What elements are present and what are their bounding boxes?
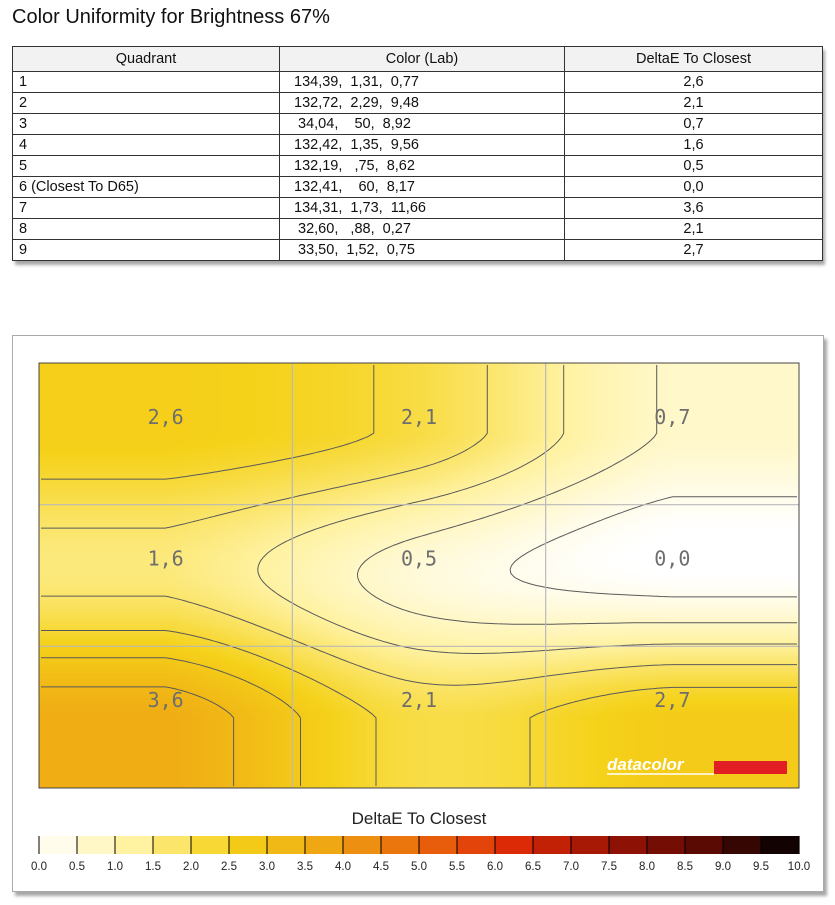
cell-value-label: 2,6: [147, 404, 184, 429]
table-row: [13, 93, 823, 114]
legend-swatch: [153, 836, 192, 854]
lab-cell: 134,31, 1,73, 11,66: [280, 198, 565, 219]
legend-swatch: [115, 836, 154, 854]
table-row: [13, 219, 823, 240]
legend-swatch: [571, 836, 610, 854]
table-row: [13, 198, 823, 219]
heatmap-area: [39, 363, 799, 788]
page-title: Color Uniformity for Brightness 67%: [12, 6, 330, 28]
legend-tick-label: 2.0: [183, 861, 199, 873]
legend-swatch: [77, 836, 116, 854]
deltae-cell: 2,7: [565, 240, 823, 261]
chart-frame: [12, 335, 824, 892]
deltae-heatmap: [13, 336, 823, 891]
cell-value-label: 0,0: [654, 546, 691, 571]
header-quadrant: Quadrant: [13, 47, 280, 72]
table-row: [13, 72, 823, 93]
lab-cell: 132,72, 2,29, 9,48: [280, 93, 565, 114]
deltae-cell: 0,0: [565, 177, 823, 198]
legend-tick-label: 8.0: [639, 861, 655, 873]
cell-value-label: 0,5: [400, 546, 438, 571]
quadrant-cell: 4: [13, 135, 280, 156]
legend-title: DeltaE To Closest: [351, 809, 487, 828]
lab-cell: 32,60, ,88, 0,27: [280, 219, 565, 240]
lab-cell: 132,41, 60, 8,17: [280, 177, 565, 198]
quadrant-cell: 1: [13, 72, 280, 93]
lab-cell: 132,42, 1,35, 9,56: [280, 135, 565, 156]
legend-tick-label: 6.0: [487, 861, 503, 873]
legend-tick-label: 1.0: [107, 861, 123, 873]
deltae-cell: 2,6: [565, 72, 823, 93]
table-row: [13, 114, 823, 135]
lab-cell: 132,19, ,75, 8,62: [280, 156, 565, 177]
table-row: [13, 240, 823, 261]
brand-text: datacolor: [607, 755, 684, 774]
quadrant-cell: 7: [13, 198, 280, 219]
table-header-row: [13, 47, 823, 72]
legend-swatch: [609, 836, 648, 854]
header-color-lab: Color (Lab): [280, 47, 565, 72]
table-row: [13, 156, 823, 177]
deltae-cell: 2,1: [565, 219, 823, 240]
legend-swatch: [647, 836, 686, 854]
color-scale-legend: [31, 836, 810, 873]
quadrant-cell: 2: [13, 93, 280, 114]
legend-tick-label: 2.5: [221, 861, 237, 873]
deltae-cell: 0,7: [565, 114, 823, 135]
legend-tick-label: 0.0: [31, 861, 47, 873]
legend-swatch: [343, 836, 382, 854]
legend-swatch: [495, 836, 534, 854]
cell-value-label: 0,7: [654, 404, 691, 429]
legend-swatch: [191, 836, 230, 854]
cell-value-label: 2,1: [400, 688, 438, 713]
legend-tick-label: 3.5: [297, 861, 313, 873]
cell-value-label: 2,7: [654, 688, 691, 713]
quadrant-cell: 3: [13, 114, 280, 135]
deltae-cell: 2,1: [565, 93, 823, 114]
legend-swatch: [723, 836, 762, 854]
legend-tick-label: 4.0: [335, 861, 351, 873]
legend-tick-label: 3.0: [259, 861, 275, 873]
quadrant-cell: 8: [13, 219, 280, 240]
legend-swatch: [761, 836, 800, 854]
legend-tick-label: 10.0: [787, 861, 811, 873]
quadrant-cell: 5: [13, 156, 280, 177]
deltae-cell: 1,6: [565, 135, 823, 156]
lab-cell: 34,04, 50, 8,92: [280, 114, 565, 135]
lab-cell: 33,50, 1,52, 0,75: [280, 240, 565, 261]
legend-tick-label: 5.5: [449, 861, 465, 873]
legend-swatch: [267, 836, 306, 854]
uniformity-table-container: [12, 46, 822, 261]
legend-swatch: [305, 836, 344, 854]
deltae-cell: 0,5: [565, 156, 823, 177]
quadrant-cell: 9: [13, 240, 280, 261]
legend-tick-label: 4.5: [373, 861, 389, 873]
table-row: [13, 135, 823, 156]
legend-tick-label: 9.0: [715, 861, 731, 873]
table-row: [13, 177, 823, 198]
quadrant-cell: 6 (Closest To D65): [13, 177, 280, 198]
legend-tick-label: 7.5: [601, 861, 617, 873]
legend-tick-label: 1.5: [145, 861, 161, 873]
legend-tick-label: 7.0: [563, 861, 579, 873]
cell-value-label: 2,1: [400, 404, 438, 429]
legend-swatch: [685, 836, 724, 854]
cell-value-label: 3,6: [147, 688, 184, 713]
legend-swatch: [457, 836, 496, 854]
brand-bar: [714, 761, 787, 774]
legend-tick-label: 9.5: [753, 861, 769, 873]
legend-swatch: [229, 836, 268, 854]
legend-swatch: [419, 836, 458, 854]
uniformity-table: [12, 46, 823, 261]
legend-tick-label: 5.0: [411, 861, 427, 873]
cell-value-label: 1,6: [147, 546, 184, 571]
header-deltae: DeltaE To Closest: [565, 47, 823, 72]
deltae-cell: 3,6: [565, 198, 823, 219]
legend-swatch: [39, 836, 78, 854]
legend-swatch: [381, 836, 420, 854]
legend-tick-label: 6.5: [525, 861, 541, 873]
legend-swatch: [533, 836, 572, 854]
lab-cell: 134,39, 1,31, 0,77: [280, 72, 565, 93]
legend-tick-label: 0.5: [69, 861, 85, 873]
legend-tick-label: 8.5: [677, 861, 693, 873]
